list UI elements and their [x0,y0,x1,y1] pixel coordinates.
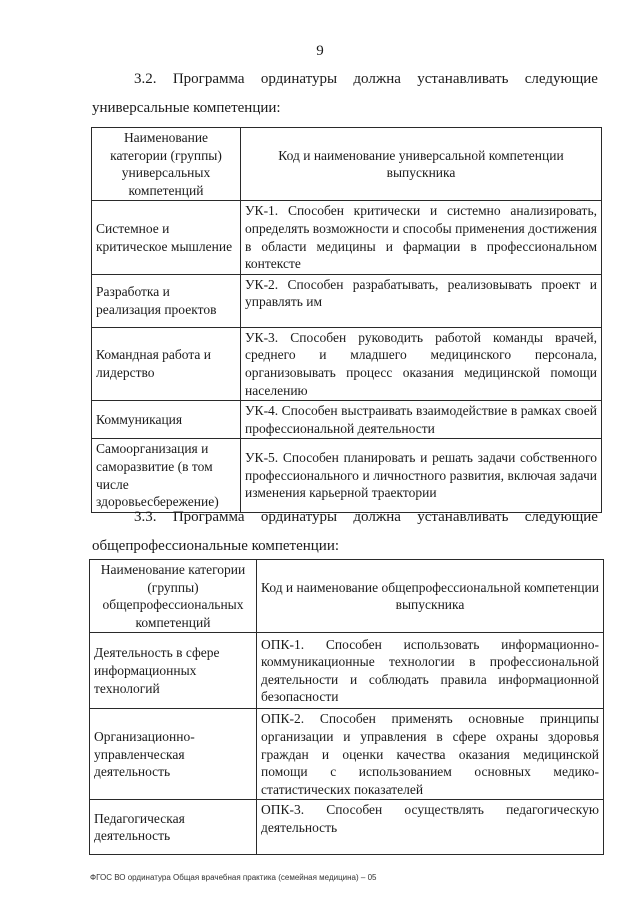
header-competence: Код и наименование общепрофессиональной компетенции выпускника [257,560,604,633]
category-cell: Системное и критическое мышление [92,201,241,274]
word: 3.3. [134,509,157,525]
section-3-3-intro [92,503,598,561]
competence-cell: УК-1. Способен критически и системно анализировать, определять возможности и способы применения достижения в области медицины и фармации в профессиональном контексте [241,201,602,274]
competence-cell: УК-5. Способен планировать и решать задачи собственного профессионального и личностного развития, включая задачи изменения карьерной траектории [241,439,602,512]
header-category: Наименование категории (группы) универсальных компетенций [92,128,241,201]
page-footer: ФГОС ВО ординатура Общая врачебная практика (семейная медицина) – 05 [90,873,377,882]
page-number: 9 [316,43,324,59]
category-cell: Деятельность в сфере информационных технологий [90,633,257,709]
table-row [92,201,602,274]
table-row [92,401,602,439]
table-row [90,800,604,855]
word: Программа [172,509,245,525]
category-cell: Разработка и реализация проектов [92,274,241,327]
table-row [92,274,602,327]
word: Программа [172,71,245,87]
category-cell: Самоорганизация и саморазвитие (в том числе здоровьесбережение) [92,439,241,512]
section-3-3-line2: общепрофессиональные компетенции: [92,538,340,554]
table-header-row [90,560,604,633]
table-header-row [92,128,602,201]
word: следующие [524,509,598,525]
word: устанавливать [417,509,509,525]
competence-cell: ОПК-2. Способен применять основные принципы организации и управления в сфере охраны здоровья граждан и оценки качества оказания медицинской помощи с использованием основных медико-статистических показателей [257,709,604,800]
word: ординатуры [260,71,338,87]
category-cell: Командная работа и лидерство [92,327,241,400]
competence-cell: УК-2. Способен разрабатывать, реализовывать проект и управлять им [241,274,602,327]
header-competence: Код и наименование универсальной компетенции выпускника [241,128,602,201]
table-row [90,709,604,800]
word: ординатуры [260,509,338,525]
competence-cell: УК-4. Способен выстраивать взаимодействие в рамках своей профессиональной деятельности [241,401,602,439]
competence-cell: ОПК-1. Способен использовать информационно-коммуникационные технологии в профессиональной деятельности и соблюдать правила информационной безопасности [257,633,604,709]
universal-competencies-table [91,127,602,513]
word: 3.2. [134,71,157,87]
table-row [92,439,602,512]
category-cell: Педагогическая деятельность [90,800,257,855]
word: следующие [524,71,598,87]
table-row [92,327,602,400]
section-3-2-intro [92,65,598,123]
category-cell: Организационно-управленческая деятельность [90,709,257,800]
table-row [90,633,604,709]
word: должна [353,71,401,87]
category-cell: Коммуникация [92,401,241,439]
word: должна [353,509,401,525]
header-category: Наименование категории (группы) общепрофессиональных компетенций [90,560,257,633]
competence-cell: ОПК-3. Способен осуществлять педагогическую деятельность [257,800,604,855]
word: устанавливать [417,71,509,87]
general-professional-competencies-table [89,559,604,855]
section-3-3-line1 [92,503,598,532]
section-3-2-line1 [92,65,598,94]
competence-cell: УК-3. Способен руководить работой команды врачей, среднего и младшего медицинского персонала, организовывать процесс оказания медицинской помощи населению [241,327,602,400]
section-3-2-line2: универсальные компетенции: [92,100,281,116]
